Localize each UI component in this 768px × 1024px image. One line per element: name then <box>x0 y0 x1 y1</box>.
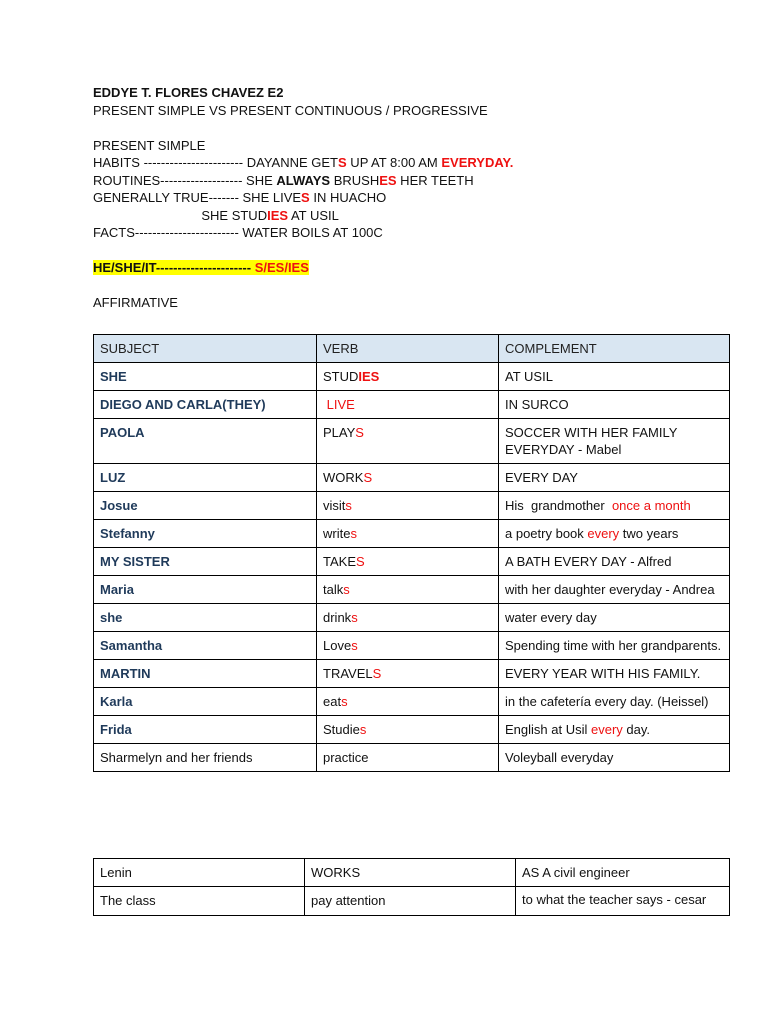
subject-cell: Frida <box>94 716 317 744</box>
facts-line: FACTS------------------------ WATER BOILS AT 100C <box>93 225 383 240</box>
subject-cell: Stefanny <box>94 520 317 548</box>
table-row <box>94 859 730 887</box>
verb-cell: drinks <box>317 604 499 632</box>
header-subject: SUBJECT <box>94 335 317 363</box>
subject-cell: Samantha <box>94 632 317 660</box>
document-page <box>93 84 733 312</box>
verb-cell: PLAYS <box>317 419 499 464</box>
verb-cell: STUDIES <box>317 363 499 391</box>
verb-cell: practice <box>317 744 499 772</box>
table-row <box>94 604 730 632</box>
verb-cell: talks <box>317 576 499 604</box>
verb-cell: pay attention <box>305 887 516 916</box>
generally-true-line-2: SHE STUDIES AT USIL <box>93 207 339 223</box>
complement-cell: a poetry book every two years <box>499 520 730 548</box>
subject-cell: SHE <box>94 363 317 391</box>
complement-cell: IN SURCO <box>499 391 730 419</box>
verb-cell: WORKS <box>305 859 516 887</box>
generally-true-line: GENERALLY TRUE------- SHE LIVES IN HUACHO <box>93 190 387 205</box>
table-row <box>94 576 730 604</box>
complement-cell: AT USIL <box>499 363 730 391</box>
subject-cell: Josue <box>94 492 317 520</box>
routines-line: ROUTINES------------------- SHE ALWAYS BRUSHES HER TEETH <box>93 172 474 188</box>
complement-cell: SOCCER WITH HER FAMILY EVERYDAY - Mabel <box>499 419 730 464</box>
complement-cell: A BATH EVERY DAY - Alfred <box>499 548 730 576</box>
complement-cell: water every day <box>499 604 730 632</box>
table-row <box>94 744 730 772</box>
subject-cell: Maria <box>94 576 317 604</box>
complement-cell: in the cafetería every day. (Heissel) <box>499 688 730 716</box>
verb-cell: TRAVELS <box>317 660 499 688</box>
subtitle-line: PRESENT SIMPLE VS PRESENT CONTINUOUS / PROGRESSIVE <box>93 102 488 118</box>
subject-cell: PAOLA <box>94 419 317 464</box>
complement-cell: Voleyball everyday <box>499 744 730 772</box>
header-verb: VERB <box>317 335 499 363</box>
affirmative-table <box>93 334 730 772</box>
verb-cell: TAKES <box>317 548 499 576</box>
rule-line: HE/SHE/IT---------------------- S/ES/IES <box>93 260 309 275</box>
table-row <box>94 464 730 492</box>
complement-cell: with her daughter everyday - Andrea <box>499 576 730 604</box>
table-row <box>94 419 730 464</box>
table-row <box>94 660 730 688</box>
verb-cell: WORKS <box>317 464 499 492</box>
table-row <box>94 548 730 576</box>
affirmative-label: AFFIRMATIVE <box>93 295 178 310</box>
verb-cell: LIVE <box>317 391 499 419</box>
subject-cell: DIEGO AND CARLA(THEY) <box>94 391 317 419</box>
habits-line: HABITS ----------------------- DAYANNE GETS UP AT 8:00 AM EVERYDAY. <box>93 155 514 170</box>
table-row <box>94 716 730 744</box>
verb-cell: writes <box>317 520 499 548</box>
complement-cell: English at Usil every day. <box>499 716 730 744</box>
table-row <box>94 520 730 548</box>
author-line: EDDYE T. FLORES CHAVEZ E2 <box>93 85 284 100</box>
table-row <box>94 688 730 716</box>
second-table <box>93 858 730 916</box>
subject-cell: MY SISTER <box>94 548 317 576</box>
table-row <box>94 887 730 916</box>
table-row <box>94 391 730 419</box>
subject-cell: Sharmelyn and her friends <box>94 744 317 772</box>
complement-cell: AS A civil engineer <box>516 859 730 887</box>
verb-cell: eats <box>317 688 499 716</box>
table-header-row <box>94 335 730 363</box>
complement-cell: EVERY DAY <box>499 464 730 492</box>
subject-cell: she <box>94 604 317 632</box>
subject-cell: Lenin <box>94 859 305 887</box>
table-row <box>94 492 730 520</box>
header-complement: COMPLEMENT <box>499 335 730 363</box>
complement-cell: EVERY YEAR WITH HIS FAMILY. <box>499 660 730 688</box>
verb-cell: Studies <box>317 716 499 744</box>
complement-cell: Spending time with her grandparents. <box>499 632 730 660</box>
subject-cell: Karla <box>94 688 317 716</box>
complement-cell: to what the teacher says - cesar <box>516 887 730 916</box>
table-row <box>94 363 730 391</box>
subject-cell: MARTIN <box>94 660 317 688</box>
table-row <box>94 632 730 660</box>
section-title: PRESENT SIMPLE <box>93 137 206 153</box>
subject-cell: LUZ <box>94 464 317 492</box>
verb-cell: Loves <box>317 632 499 660</box>
verb-cell: visits <box>317 492 499 520</box>
complement-cell: His grandmother once a month <box>499 492 730 520</box>
subject-cell: The class <box>94 887 305 916</box>
